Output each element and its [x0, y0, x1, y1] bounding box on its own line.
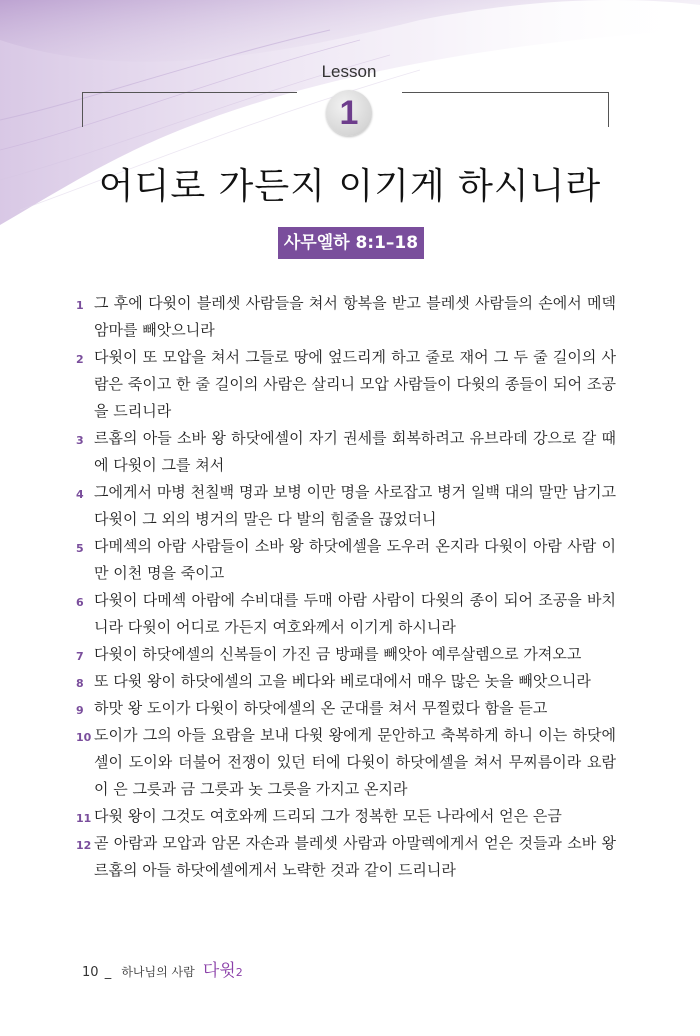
verse-item: [76, 830, 616, 884]
verse-list: [76, 290, 616, 884]
verse-item: [76, 695, 616, 722]
lesson-label: Lesson: [321, 62, 377, 81]
book-title: 다윗: [202, 961, 236, 981]
verse-item: [76, 344, 616, 425]
series-title: 하나님의 사람: [121, 965, 195, 979]
verse-number: 3: [76, 434, 84, 447]
verse-item: [76, 803, 616, 830]
verse-number: 11: [76, 812, 92, 825]
verse-item: [76, 290, 616, 344]
verse-text: 다윗이 하닷에셀의 신복들이 가진 금 방패를 빼앗아 예루살렘으로 가져오고: [94, 645, 582, 663]
verse-number: 2: [76, 353, 84, 366]
verse-text: 다윗이 또 모압을 쳐서 그들로 땅에 엎드리게 하고 줄로 재어 그 두 줄 길이의 사람은 죽이고 한 줄 길이의 사람은 살리니 모압 사람들이 다윗의 종들이 되어 조공을 드리니라: [94, 348, 616, 420]
lesson-frame-right: [402, 92, 609, 127]
lesson-number-circle: [326, 90, 372, 136]
verse-text: 그 후에 다윗이 블레셋 사람들을 쳐서 항복을 받고 블레셋 사람들의 손에서 메덱암마를 빼앗으니라: [94, 294, 616, 339]
verse-number: 7: [76, 650, 84, 663]
verse-item: [76, 479, 616, 533]
lesson-badge: [296, 50, 402, 140]
verse-item: [76, 722, 616, 803]
page-footer: [82, 956, 243, 981]
lesson-frame-left: [82, 92, 297, 127]
verse-text: 또 다윗 왕이 하닷에셀의 고을 베다와 베로대에서 매우 많은 놋을 빼앗으니라: [94, 672, 591, 690]
verse-number: 10: [76, 731, 92, 744]
verse-number: 8: [76, 677, 84, 690]
book-volume: 2: [235, 966, 243, 979]
verse-number: 9: [76, 704, 84, 717]
verse-item: [76, 533, 616, 587]
verse-item: [76, 641, 616, 668]
lesson-number: 1: [339, 94, 359, 132]
verse-number: 12: [76, 839, 92, 852]
verse-item: [76, 425, 616, 479]
verse-text: 도이가 그의 아들 요람을 보내 다윗 왕에게 문안하고 축복하게 하니 이는 하닷에셀이 도이와 더불어 전쟁이 있던 터에 다윗이 하닷에셀을 쳐서 무찌름이라 요람이 은 그릇과 금 그릇과 놋 그릇을 가지고 온지라: [94, 726, 616, 798]
scripture-reference-badge: 사무엘하 8:1–18: [278, 227, 424, 259]
verse-number: 6: [76, 596, 84, 609]
verse-item: [76, 668, 616, 695]
verse-text: 다윗이 다메섹 아람에 수비대를 두매 아람 사람이 다윗의 종이 되어 조공을 바치니라 다윗이 어디로 가든지 여호와께서 이기게 하시니라: [94, 591, 616, 636]
verse-text: 다윗 왕이 그것도 여호와께 드리되 그가 정복한 모든 나라에서 얻은 은금: [94, 807, 562, 825]
page-title: 어디로 가든지 이기게 하시니라: [98, 166, 602, 207]
verse-number: 4: [76, 488, 84, 501]
verse-text: 그에게서 마병 천칠백 명과 보병 이만 명을 사로잡고 병거 일백 대의 말만 남기고 다윗이 그 외의 병거의 말은 다 발의 힘줄을 끊었더니: [94, 483, 616, 528]
verse-number: 5: [76, 542, 84, 555]
verse-text: 하맛 왕 도이가 다윗이 하닷에셀의 온 군대를 쳐서 무찔렀다 함을 듣고: [94, 699, 548, 717]
verse-text: 르홉의 아들 소바 왕 하닷에셀이 자기 권세를 회복하려고 유브라데 강으로 갈 때에 다윗이 그를 쳐서: [94, 429, 616, 474]
verse-text: 다메섹의 아람 사람들이 소바 왕 하닷에셀을 도우러 온지라 다윗이 아람 사람 이만 이천 명을 죽이고: [94, 537, 616, 582]
verse-text: 곧 아람과 모압과 암몬 자손과 블레셋 사람과 아말렉에게서 얻은 것들과 소바 왕 르홉의 아들 하닷에셀에게서 노략한 것과 같이 드리니라: [94, 834, 616, 879]
footer-separator: _: [104, 965, 112, 980]
verse-number: 1: [76, 299, 84, 312]
page-number: 10: [82, 965, 99, 980]
verse-item: [76, 587, 616, 641]
